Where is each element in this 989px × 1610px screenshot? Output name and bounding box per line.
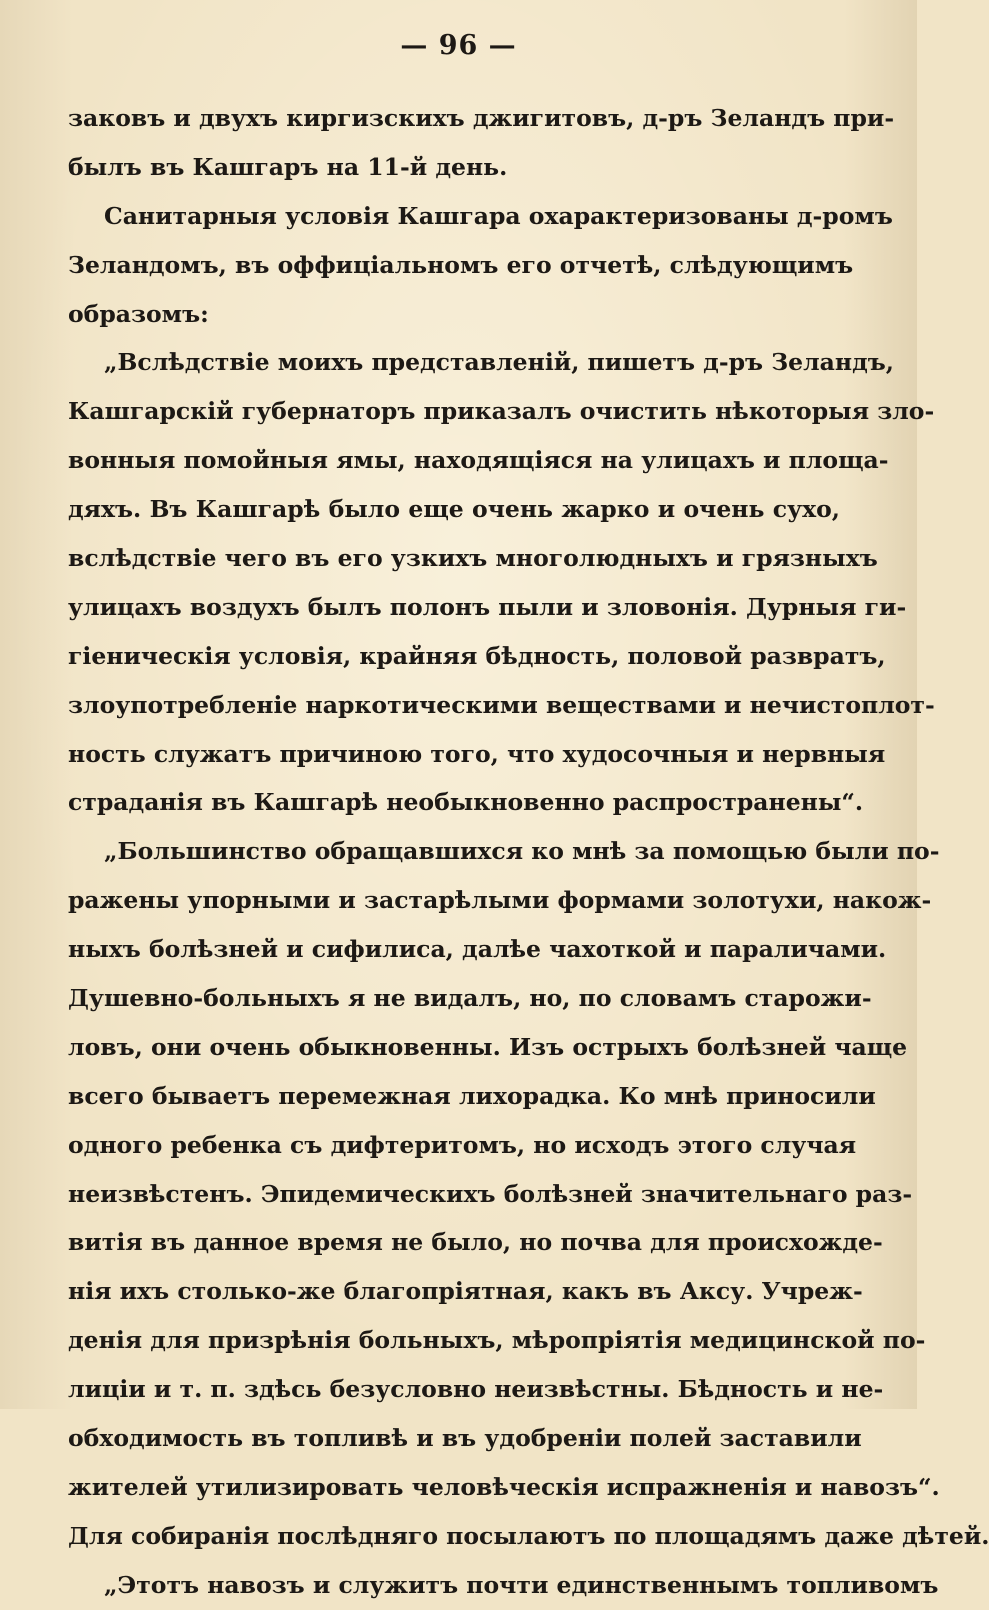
text-line: Санитарныя условія Кашгара охарактеризованы д-ромъ [104,201,893,230]
text-line: всего бываетъ перемежная лихорадка. Ко мнѣ приносили [68,1081,876,1110]
text-line: ныхъ болѣзней и сифилиса, далѣе чахоткой и параличами. [68,935,887,964]
text-line: неизвѣстенъ. Эпидемическихъ болѣзней значительнаго раз- [68,1179,913,1208]
text-line: денія для призрѣнія больныхъ, мѣропріятія медицинской по- [68,1326,926,1355]
text-line: обходимость въ топливѣ и въ удобреніи полей заставили [68,1424,862,1453]
text-line: улицахъ воздухъ былъ полонъ пыли и зловонія. Дурныя ги- [68,592,907,621]
text-line: „Большинство обращавшихся ко мнѣ за помощью были по- [104,837,940,866]
body-text [68,94,989,1610]
text-line: ность служатъ причиною того, что худосочныя и нервныя [68,739,886,768]
text-line: вслѣдствіе чего въ его узкихъ многолюдныхъ и грязныхъ [68,544,878,573]
text-line: былъ въ Кашгаръ на 11-й день. [68,152,508,181]
text-line: вонныя помойныя ямы, находящіяся на улицахъ и площа- [68,446,889,475]
text-line: одного ребенка съ дифтеритомъ, но исходъ этого случая [68,1130,857,1159]
text-line: лиціи и т. п. здѣсь безусловно неизвѣстны. Бѣдность и не- [68,1375,884,1404]
text-line: жителей утилизировать человѣческія испражненія и навозъ“. [68,1472,940,1501]
text-line: витія въ данное время не было, но почва для происхожде- [68,1228,883,1257]
text-line: злоупотребленіе наркотическими веществами и нечистоплот- [68,690,935,719]
text-line: Кашгарскій губернаторъ приказалъ очистить нѣкоторыя зло- [68,397,935,426]
text-line: дяхъ. Въ Кашгарѣ было еще очень жарко и очень сухо, [68,495,840,524]
text-line: „Этотъ навозъ и служитъ почти единственнымъ топливомъ [104,1570,939,1599]
text-line: Зеландомъ, въ оффиціальномъ его отчетѣ, слѣдующимъ [68,250,854,279]
text-line: гіеническія условія, крайняя бѣдность, половой развратъ, [68,641,886,670]
text-line: нія ихъ столько-же благопріятная, какъ въ Аксу. Учреж- [68,1277,863,1306]
text-line: Для собиранія послѣдняго посылаютъ по площадямъ даже дѣтей. [68,1521,989,1550]
text-line: „Вслѣдствіе моихъ представленій, пишетъ д-ръ Зеландъ, [104,348,894,377]
text-line: ражены упорными и застарѣлыми формами золотухи, накож- [68,886,932,915]
text-line: образомъ: [68,299,209,328]
text-line: Душевно-больныхъ я не видалъ, но, по словамъ старожи- [68,984,872,1013]
page-number: — 96 — [400,30,517,61]
text-line: ловъ, они очень обыкновенны. Изъ острыхъ болѣзней чаще [68,1032,908,1061]
text-line: заковъ и двухъ киргизскихъ джигитовъ, д-ръ Зеландъ при- [68,104,895,132]
text-line: страданія въ Кашгарѣ необыкновенно распространены“. [68,788,864,817]
